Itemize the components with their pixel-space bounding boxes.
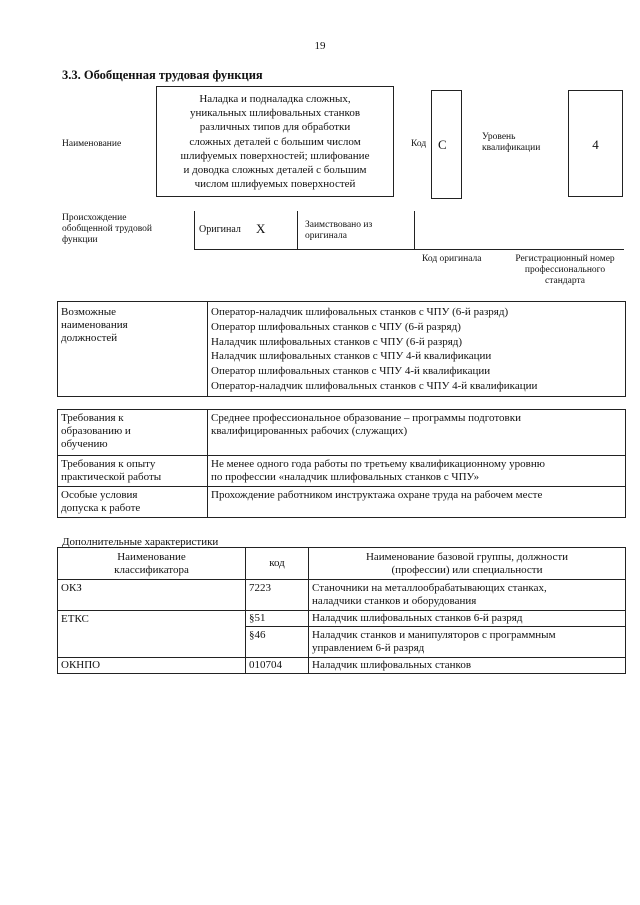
group-name-cell bbox=[309, 627, 626, 658]
header-group-line: Наименование базовой группы, должности bbox=[365, 551, 569, 563]
origin-label bbox=[62, 213, 152, 246]
code-cell: 010704 bbox=[246, 658, 309, 674]
requirement-label-line: образованию и bbox=[61, 425, 131, 437]
requirement-label-line: Требования к bbox=[61, 412, 124, 424]
requirement-value-line: по профессии «наладчик шлифовальных станков с ЧПУ» bbox=[211, 471, 480, 483]
header-classifier-line: классификатора bbox=[114, 564, 189, 576]
position-item: Наладчик шлифовальных станков с ЧПУ (6-й разряд) bbox=[211, 335, 463, 348]
requirement-value-line: квалифицированных рабочих (служащих) bbox=[211, 425, 408, 437]
positions-label-line: Возможные bbox=[61, 306, 116, 318]
level-label-line: квалификации bbox=[482, 143, 541, 153]
function-name-line: Наладка и подналадка сложных, bbox=[199, 93, 351, 105]
requirement-label-line: обучению bbox=[61, 438, 108, 450]
code-cell: §46 bbox=[246, 627, 309, 658]
positions-label bbox=[58, 302, 208, 397]
borrowed-label-line: Заимствовано из bbox=[305, 220, 373, 230]
positions-list bbox=[208, 302, 626, 397]
header-code: код bbox=[246, 548, 309, 580]
positions-label-line: наименования bbox=[61, 319, 128, 331]
requirements-table bbox=[57, 409, 626, 518]
function-name-box bbox=[156, 86, 394, 197]
level-value: 4 bbox=[592, 137, 599, 152]
group-name-line: Наладчик шлифовальных станков 6-й разряд bbox=[312, 612, 523, 624]
reg-number-line: Регистрационный номер bbox=[515, 254, 615, 264]
extra-table bbox=[57, 547, 626, 674]
requirement-value-line: Не менее одного года работы по третьему квалификационному уровню bbox=[211, 458, 545, 470]
group-name-cell bbox=[309, 611, 626, 627]
origin-bottom-line bbox=[194, 249, 624, 250]
requirement-label-line: Особые условия bbox=[61, 489, 138, 501]
header-group-line: (профессии) или специальности bbox=[391, 564, 543, 576]
extra-row bbox=[58, 580, 626, 611]
level-label-line: Уровень bbox=[482, 132, 516, 142]
original-mark: X bbox=[256, 221, 266, 236]
classifier-cell: ЕТКС bbox=[58, 611, 246, 658]
requirement-value-line: Прохождение работником инструктажа охране труда на рабочем месте bbox=[211, 489, 543, 501]
group-name-line: Наладчик станков и манипуляторов с программным bbox=[312, 629, 556, 641]
code-cell: 7223 bbox=[246, 580, 309, 611]
header-classifier-line: Наименование bbox=[117, 551, 186, 563]
requirement-label-line: допуска к работе bbox=[61, 502, 141, 514]
name-label: Наименование bbox=[62, 139, 122, 149]
origin-label-line: Происхождение bbox=[62, 213, 127, 223]
borrowed-label bbox=[305, 220, 372, 242]
extra-title: Дополнительные характеристики bbox=[62, 536, 219, 548]
requirement-label bbox=[58, 456, 208, 487]
level-box bbox=[568, 90, 623, 197]
origin-divider bbox=[297, 211, 298, 250]
function-name-line: шлифуемых поверхностей; шлифование bbox=[180, 149, 370, 162]
section-title: 3.3. Обобщенная трудовая функция bbox=[62, 68, 263, 82]
group-name-cell bbox=[309, 580, 626, 611]
positions-table bbox=[57, 301, 626, 397]
requirement-label bbox=[58, 410, 208, 456]
header-classifier bbox=[58, 548, 246, 580]
page-number: 19 bbox=[314, 40, 326, 52]
requirement-label-line: Требования к опыту bbox=[61, 458, 156, 470]
requirement-row bbox=[58, 487, 626, 518]
position-item: Оператор шлифовальных станков с ЧПУ 4-й квалификации bbox=[211, 365, 491, 378]
function-name-line: числом шлифуемых поверхностей bbox=[194, 178, 356, 191]
extra-row bbox=[58, 658, 626, 674]
extra-header-row bbox=[58, 548, 626, 580]
position-item: Оператор-наладчик шлифовальных станков с ЧПУ 4-й квалификации bbox=[211, 379, 538, 392]
code-box bbox=[431, 90, 462, 199]
requirement-row bbox=[58, 456, 626, 487]
origin-divider bbox=[414, 211, 415, 250]
requirement-row bbox=[58, 410, 626, 456]
classifier-cell: ОКНПО bbox=[58, 658, 246, 674]
requirement-value bbox=[208, 487, 626, 518]
function-name-line: сложных деталей с большим числом bbox=[189, 135, 361, 148]
function-name-line: и доводка сложных деталей с большим bbox=[183, 164, 367, 177]
function-name-line: уникальных шлифовальных станков bbox=[189, 107, 361, 120]
function-name-line: различных типов для обработки bbox=[199, 121, 351, 134]
code-original-label: Код оригинала bbox=[422, 254, 482, 264]
code-label: Код bbox=[411, 139, 427, 149]
code-value: С bbox=[438, 137, 447, 152]
requirement-label-line: практической работы bbox=[61, 471, 162, 483]
origin-label-line: обобщенной трудовой bbox=[62, 224, 152, 234]
header-group bbox=[309, 548, 626, 580]
requirement-label bbox=[58, 487, 208, 518]
requirement-value bbox=[208, 456, 626, 487]
positions-row bbox=[58, 302, 626, 397]
position-item: Оператор-наладчик шлифовальных станков с ЧПУ (6-й разряд) bbox=[211, 306, 509, 318]
borrowed-label-line: оригинала bbox=[305, 231, 347, 241]
reg-number-label bbox=[500, 254, 630, 287]
reg-number-line: стандарта bbox=[545, 276, 585, 286]
requirement-value-line: Среднее профессиональное образование – программы подготовки bbox=[211, 412, 521, 424]
positions-label-line: должностей bbox=[61, 332, 118, 344]
position-item: Оператор шлифовальных станков с ЧПУ (6-й разряд) bbox=[211, 320, 461, 333]
extra-row bbox=[58, 611, 626, 627]
group-name-line: управлением 6-й разряд bbox=[312, 642, 425, 654]
reg-number-line: профессионального bbox=[524, 265, 606, 275]
group-name-line: Наладчик шлифовальных станков bbox=[312, 659, 472, 671]
requirement-value bbox=[208, 410, 626, 456]
level-label bbox=[482, 132, 540, 154]
group-name-line: наладчики станков и оборудования bbox=[312, 595, 477, 607]
original-label: Оригинал bbox=[199, 224, 241, 235]
group-name-line: Станочники на металлообрабатывающих станках, bbox=[312, 582, 547, 594]
group-name-cell bbox=[309, 658, 626, 674]
origin-divider bbox=[194, 211, 195, 250]
origin-label-line: функции bbox=[62, 235, 98, 245]
classifier-cell: ОКЗ bbox=[58, 580, 246, 611]
position-item: Наладчик шлифовальных станков с ЧПУ 4-й квалификации bbox=[211, 350, 492, 363]
code-cell: §51 bbox=[246, 611, 309, 627]
